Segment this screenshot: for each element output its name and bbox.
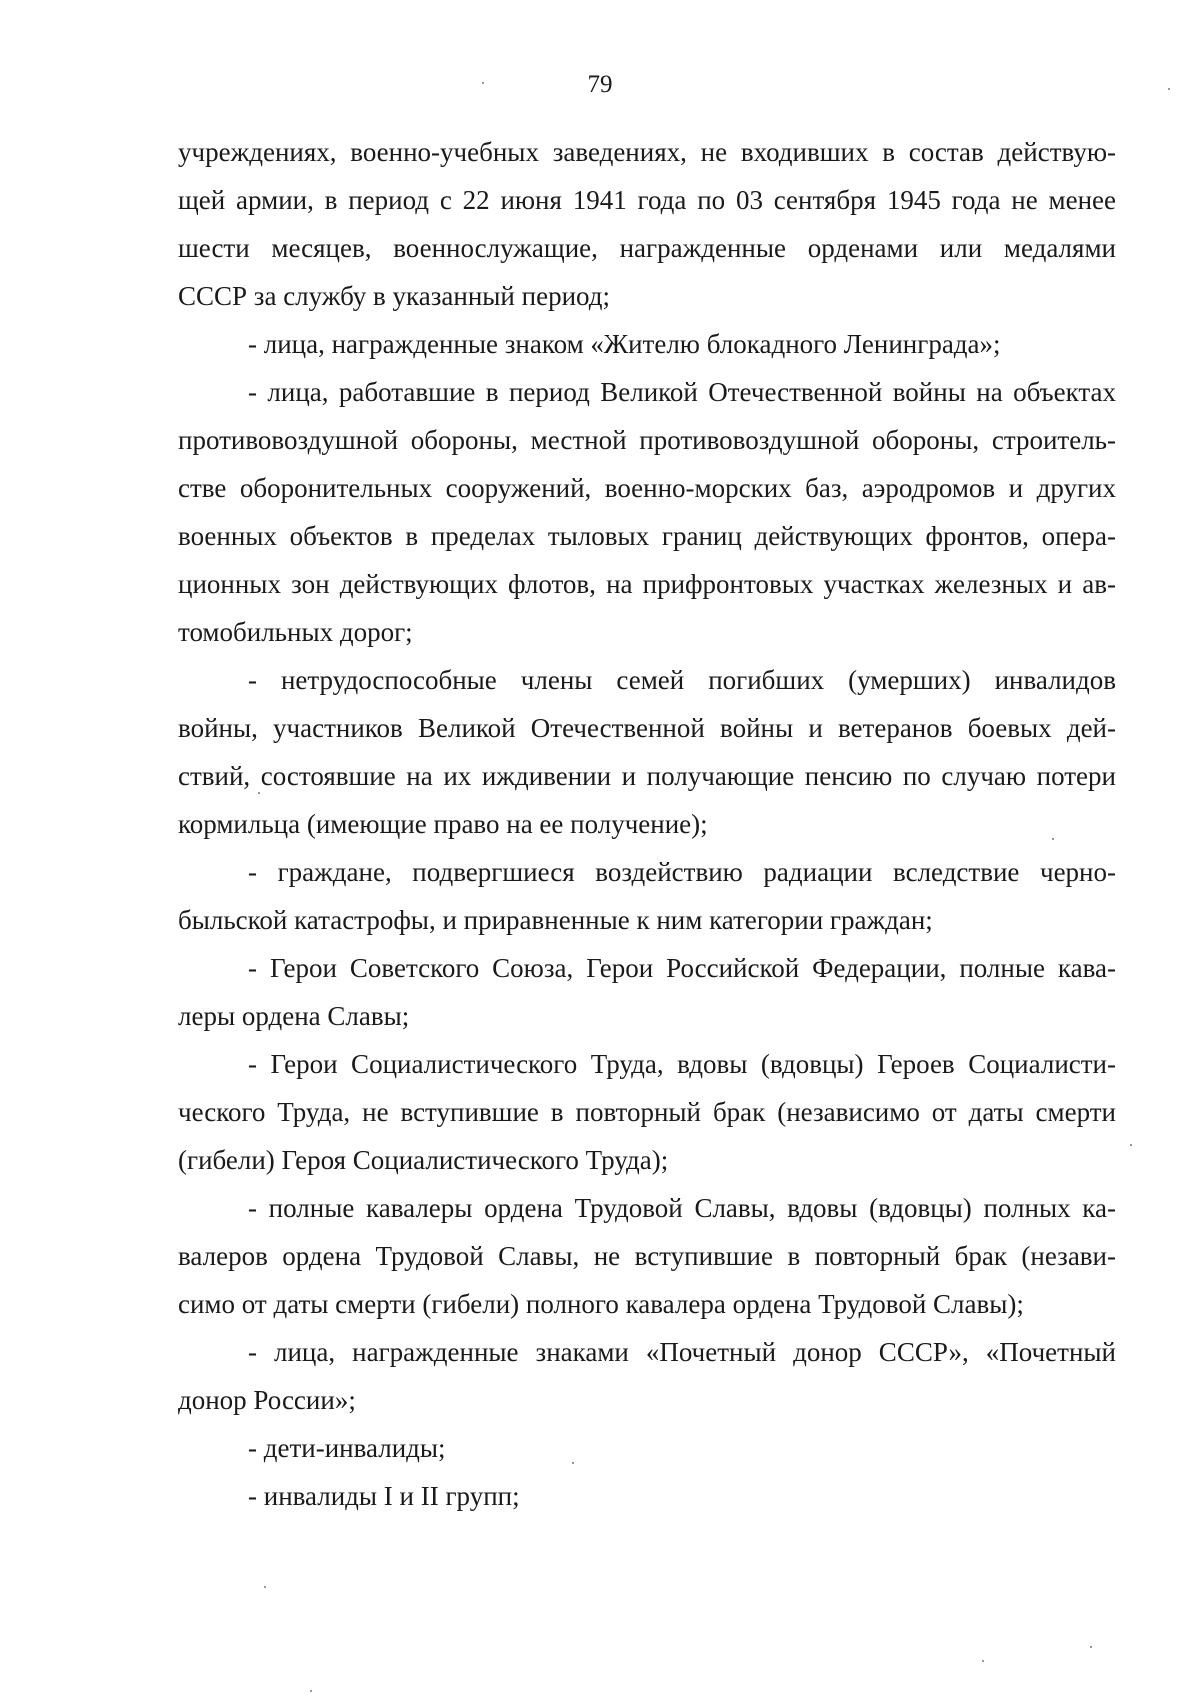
text-line: валеров ордена Трудовой Славы, не вступившие в повторный брак (незави- (178, 1241, 1116, 1271)
text-line: - Герои Социалистического Труда, вдовы (вдовцы) Героев Социалисти- (248, 1049, 1116, 1079)
text-line: - Герои Советского Союза, Герои Российской Федерации, полные кава- (248, 953, 1116, 983)
text-line: СССР за службу в указанный период; (178, 281, 610, 311)
text-line: военных объектов в пределах тыловых границ действующих фронтов, опера- (178, 521, 1116, 551)
text-line: - лица, награжденные знаком «Жителю блокадного Ленинграда»; (248, 329, 1001, 359)
text-line: - лица, награжденные знаками «Почетный донор СССР», «Почетный (248, 1337, 1116, 1367)
text-line: ционных зон действующих флотов, на прифронтовых участках железных и ав- (178, 569, 1116, 599)
text-line: донор России»; (178, 1385, 356, 1415)
text-line: шести месяцев, военнослужащие, награжденные орденами или медалями (178, 233, 1116, 263)
scan-speck (1130, 1144, 1132, 1146)
text-line: ствий, состоявшие на их иждивении и получающие пенсию по случаю потери (178, 761, 1116, 791)
scan-speck (1052, 838, 1054, 840)
body-text (178, 128, 1116, 1520)
text-line: войны, участников Великой Отечественной войны и ветеранов боевых дей- (178, 713, 1116, 743)
text-line: быльской катастрофы, и приравненные к ним категории граждан; (178, 905, 933, 935)
scan-speck (1090, 1646, 1092, 1648)
text-line: (гибели) Героя Социалистического Труда); (178, 1145, 669, 1175)
text-line: противовоздушной обороны, местной противовоздушной обороны, строитель- (178, 425, 1116, 455)
page-number: 79 (587, 71, 613, 98)
text-line: ческого Труда, не вступившие в повторный брак (независимо от даты смерти (178, 1097, 1116, 1127)
scan-speck (264, 1586, 266, 1588)
scan-speck (1168, 88, 1170, 90)
scan-speck (482, 82, 484, 84)
scan-speck (572, 1462, 574, 1464)
scan-speck (982, 1660, 984, 1662)
text-line: - полные кавалеры ордена Трудовой Славы, вдовы (вдовцы) полных ка- (248, 1193, 1116, 1223)
text-line: симо от даты смерти (гибели) полного кавалера ордена Трудовой Славы); (178, 1289, 1024, 1319)
text-line: - инвалиды I и II групп; (248, 1481, 520, 1511)
text-line: кормильца (имеющие право на ее получение); (178, 809, 708, 839)
text-line: - нетрудоспособные члены семей погибших (умерших) инвалидов (248, 665, 1116, 695)
text-line: щей армии, в период с 22 июня 1941 года по 03 сентября 1945 года не менее (178, 185, 1116, 215)
text-line: стве оборонительных сооружений, военно-морских баз, аэродромов и других (178, 473, 1116, 503)
text-line: - лица, работавшие в период Великой Отечественной войны на объектах (248, 377, 1116, 407)
scan-speck (258, 792, 260, 794)
text-line: леры ордена Славы; (178, 1001, 410, 1031)
text-line: томобильных дорог; (178, 617, 413, 647)
text-line: - граждане, подвергшиеся воздействию радиации вследствие черно- (248, 857, 1116, 887)
scan-speck (310, 1690, 312, 1692)
text-line: - дети-инвалиды; (248, 1433, 446, 1463)
text-line: учреждениях, военно-учебных заведениях, не входивших в состав действую- (178, 137, 1116, 167)
